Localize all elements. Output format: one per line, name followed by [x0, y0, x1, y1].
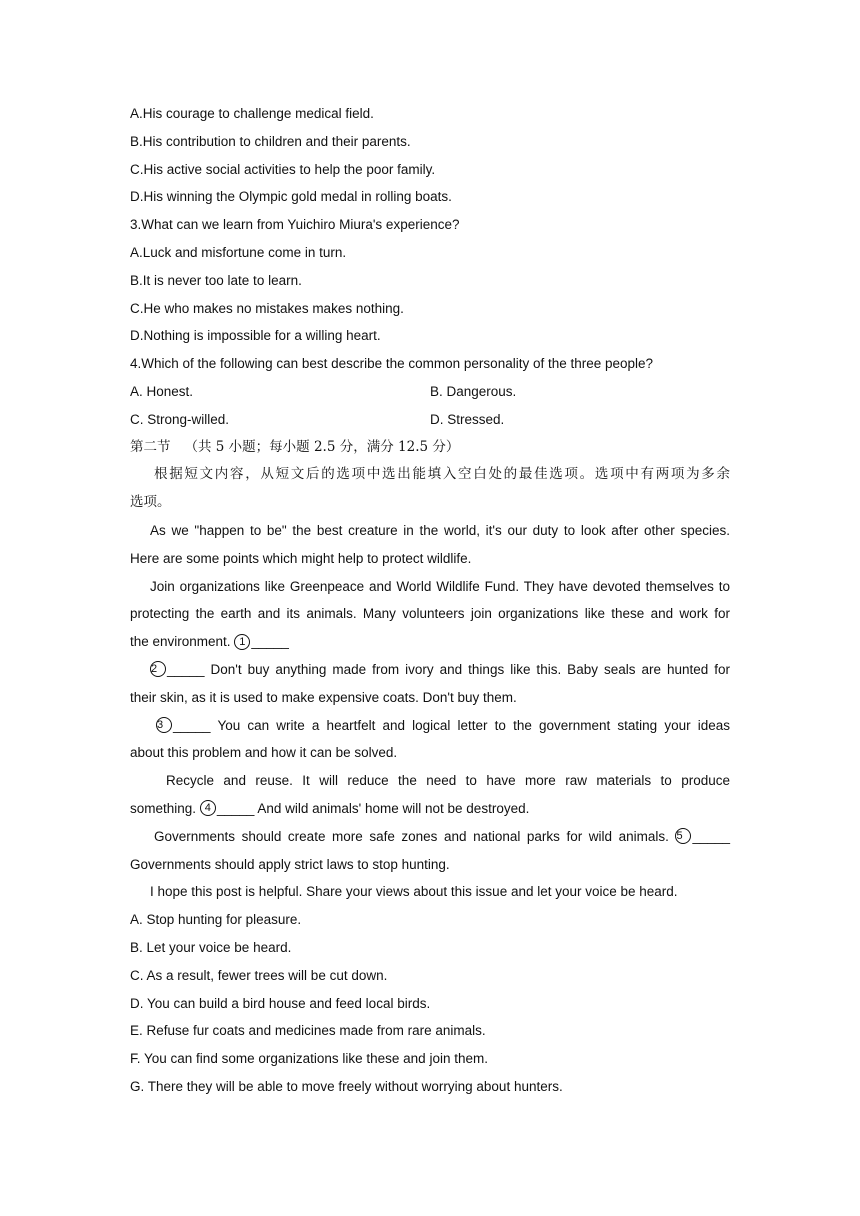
choice-c: C. As a result, fewer trees will be cut down. [130, 967, 388, 983]
section-2-instruction-line-1: 根据短文内容，从短文后的选项中选出能填入空白处的最佳选项。选项中有两项为多余 [154, 466, 730, 483]
passage-p2-line-1: Join organizations like Greenpeace and World Wildlife Fund. They have devoted themselves to [150, 578, 730, 594]
section-2-label: 第二节 [130, 438, 171, 455]
passage-p4-line-1 [130, 712, 730, 740]
choice-d: D. You can build a bird house and feed local birds. [130, 995, 431, 1011]
passage-p6-line-1 [130, 823, 730, 851]
choice-a: A. Stop hunting for pleasure. [130, 912, 302, 928]
q2-option-b: B.His contribution to children and their parents. [130, 133, 411, 149]
blank-number-5: 5 [675, 828, 691, 844]
blank-2: _____ [167, 661, 205, 677]
q4-option-a: A. Honest. [130, 383, 194, 399]
q3-option-a: A.Luck and misfortune come in turn. [130, 244, 347, 260]
passage-p2-line-3-text: the environment. [130, 634, 231, 650]
passage-p6-line-2: Governments should apply strict laws to stop hunting. [130, 856, 450, 872]
passage-p4-line-2: about this problem and how it can be solved. [130, 745, 398, 761]
blank-number-2: 2 [150, 661, 166, 677]
q3-stem: 3.What can we learn from Yuichiro Miura's experience? [130, 217, 460, 233]
q3-option-d: D.Nothing is impossible for a willing heart. [130, 328, 381, 344]
passage-p2-line-3 [130, 628, 730, 656]
passage-p7: I hope this post is helpful. Share your views about this issue and let your voice be heard. [150, 884, 678, 900]
section-2-info: （共 5 小题；每小题 2.5 分，满分 12.5 分） [184, 438, 460, 455]
passage-p5-line-2-text: something. [130, 800, 197, 816]
blank-number-1: 1 [234, 634, 250, 650]
passage-p4-line-1-text: You can write a heartfelt and logical letter to the government stating your ideas [217, 717, 730, 733]
q4-options-row-1 [130, 378, 730, 406]
passage-p5-line-2b-text: And wild animals' home will not be destroyed. [257, 800, 530, 816]
q3-option-b: B.It is never too late to learn. [130, 272, 302, 288]
q4-options-row-2 [130, 406, 730, 434]
choice-e: E. Refuse fur coats and medicines made from rare animals. [130, 1023, 486, 1039]
passage-p1-line-2: Here are some points which might help to protect wildlife. [130, 550, 472, 566]
q4-stem: 4.Which of the following can best describe the common personality of the three people? [130, 356, 654, 372]
q2-option-a: A.His courage to challenge medical field. [130, 106, 374, 121]
passage-p3-line-1 [130, 656, 730, 684]
q2-option-d: D.His winning the Olympic gold medal in rolling boats. [130, 189, 452, 205]
passage-p3-line-1-text: Don't buy anything made from ivory and things like this. Baby seals are hunted for [210, 661, 730, 677]
section-2-instruction-line-2: 选项。 [130, 494, 171, 511]
blank-3: _____ [173, 717, 211, 733]
blank-1: _____ [251, 634, 289, 650]
choice-g: G. There they will be able to move freely without worrying about hunters. [130, 1078, 563, 1094]
q4-option-d: D. Stressed. [430, 411, 505, 427]
blank-number-3: 3 [156, 717, 172, 733]
passage-p1-line-1: As we "happen to be" the best creature in the world, it's our duty to look after other species. [150, 522, 730, 538]
blank-number-4: 4 [200, 800, 216, 816]
q2-option-c: C.His active social activities to help the poor family. [130, 161, 436, 177]
choice-b: B. Let your voice be heard. [130, 939, 292, 955]
choice-f: F. You can find some organizations like these and join them. [130, 1051, 488, 1067]
q4-option-b: B. Dangerous. [430, 383, 517, 399]
passage-p2-line-2: protecting the earth and its animals. Many volunteers join organizations like these and work for [130, 606, 730, 622]
passage-p5-line-1: Recycle and reuse. It will reduce the need to have more raw materials to produce [166, 773, 730, 789]
q3-option-c: C.He who makes no mistakes makes nothing. [130, 300, 404, 316]
page-content [130, 100, 730, 1101]
blank-5: _____ [692, 828, 730, 844]
blank-4: _____ [216, 800, 255, 816]
passage-p3-line-2: their skin, as it is used to make expensive coats. Don't buy them. [130, 689, 517, 705]
section-2-heading [130, 434, 730, 462]
passage-p6-line-1-text: Governments should create more safe zones and national parks for wild animals. [154, 828, 669, 844]
q4-option-c: C. Strong-willed. [130, 411, 230, 427]
passage-p5-line-2 [130, 795, 730, 823]
